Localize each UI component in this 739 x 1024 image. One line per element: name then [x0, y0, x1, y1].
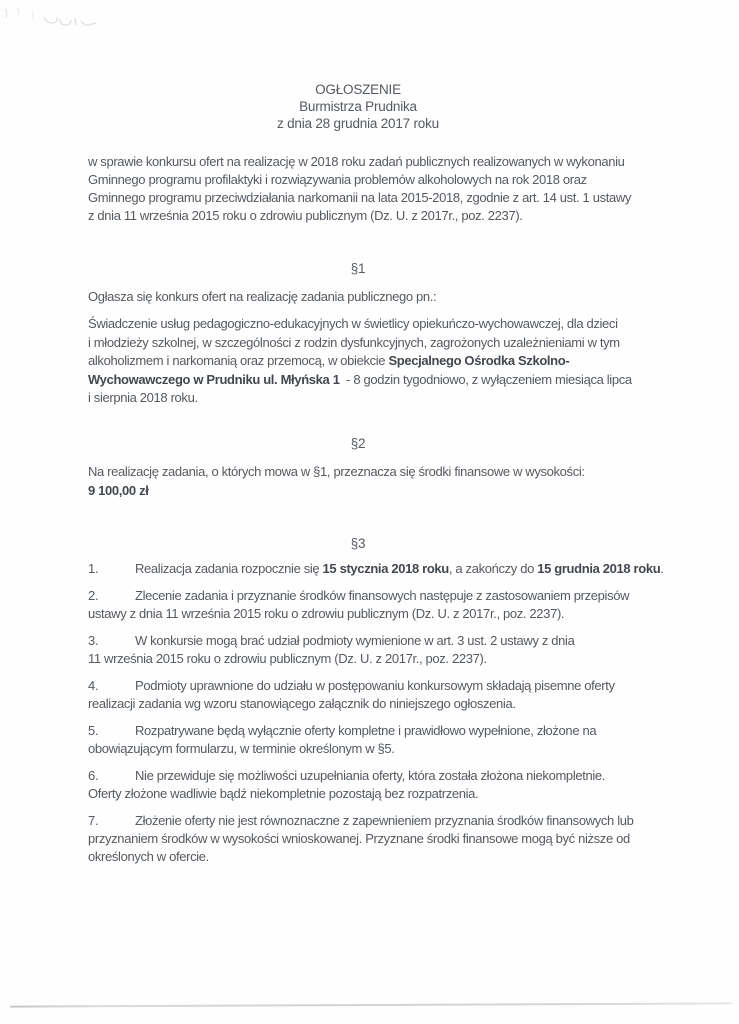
text-line: Na realizację zadania, o których mowa w §1, przeznacza się środki finansowe w wysokości:	[88, 464, 585, 479]
text-line: określonych w ofercie.	[88, 849, 209, 864]
text-line: 7. Złożenie oferty nie jest równoznaczne z zapewnieniem przyznania środków finansowych lub	[88, 813, 634, 828]
text-line: Gminnego programu przeciwdziałania narkomanii na lata 2015-2018, zgodnie z art. 14 ust. 1 ustawy	[88, 190, 632, 205]
text-line: 3. W konkursie mogą brać udział podmioty wymienione w art. 3 ust. 2 ustawy z dnia	[88, 633, 575, 648]
item-number: 1.	[88, 561, 99, 576]
text-line: 1. Realizacja zadania rozpocznie się 15 stycznia 2018 roku, a zakończy do 15 grudnia 2018 roku.	[88, 561, 664, 576]
page-bottom-scan-edge	[10, 1002, 732, 1007]
text-line: realizacji zadania wg wzoru stanowiącego załącznik do niniejszego ogłoszenia.	[88, 696, 516, 711]
text-line: 5. Rozpatrywane będą wyłącznie oferty kompletne i prawidłowo wypełnione, złożone na	[88, 723, 597, 738]
text-line: Świadczenie usług pedagogiczno-edukacyjnych w świetlicy opiekuńczo-wychowawczej, dla dzieci	[88, 316, 618, 331]
item-number: 6.	[88, 768, 99, 783]
list-item	[88, 560, 664, 578]
text-line: Ogłasza się konkurs ofert na realizację zadania publicznego pn.:	[88, 289, 437, 304]
text-line: i sierpnia 2018 roku.	[88, 390, 198, 405]
document-header	[88, 81, 628, 132]
section-2-body	[88, 463, 640, 500]
section-1-heading: §1	[350, 261, 366, 276]
text-line: Oferty złożone wadliwie bądź niekompletnie pozostają bez rozpatrzenia.	[88, 786, 479, 801]
text-line: z dnia 11 września 2015 roku o zdrowiu publicznym (Dz. U. z 2017r., poz. 2237).	[88, 208, 523, 223]
item-number: 3.	[88, 633, 99, 648]
section-2-heading: §2	[350, 436, 366, 451]
section-3-list	[88, 560, 664, 875]
text-line: 4. Podmioty uprawnione do udziału w postępowaniu konkursowym składają pisemne oferty	[88, 678, 615, 693]
section-1-task-paragraph	[88, 315, 640, 408]
text-line: obowiązującym formularzu, w terminie określonym w §5.	[88, 741, 395, 756]
text-line: alkoholizmem i narkomanią oraz przemocą, w obiekcie Specjalnego Ośrodka Szkolno-	[88, 353, 570, 368]
item-number: 5.	[88, 723, 99, 738]
list-item	[88, 632, 640, 668]
text-line: i młodzieży szkolnej, w szczególności z rodzin dysfunkcyjnych, zagrożonych uzależnieniami w tym	[88, 334, 620, 350]
text-line: Wychowawczego w Prudniku ul. Młyńska 1 - 8 godzin tygodniowo, z wyłączeniem miesiąca lipca	[88, 371, 632, 387]
text-line: 11 września 2015 roku o zdrowiu publicznym (Dz. U. z 2017r., poz. 2237).	[88, 651, 487, 666]
text-line: Gminnego programu profilaktyki i rozwiązywania problemów alkoholowych na rok 2018 oraz	[88, 172, 587, 187]
item-number: 4.	[88, 678, 99, 693]
venue-name-bold: Wychowawczego w Prudniku ul. Młyńska 1	[88, 371, 340, 387]
section-3-heading: §3	[350, 536, 366, 551]
list-item	[88, 677, 640, 713]
funding-amount: 9 100,00 zł	[88, 482, 149, 498]
text-line: w sprawie konkursu ofert na realizację w 2018 roku zadań publicznych realizowanych w wykonaniu	[88, 154, 625, 169]
document-author: Burmistrza Prudnika	[299, 99, 417, 114]
document-date: z dnia 28 grudnia 2017 roku	[277, 116, 439, 131]
start-date-bold: 15 stycznia 2018 roku	[322, 561, 449, 576]
document-title: OGŁOSZENIE	[315, 82, 401, 97]
venue-name-bold: Specjalnego Ośrodka Szkolno-	[388, 353, 570, 368]
list-item	[88, 812, 640, 866]
text-line: 2. Zlecenie zadania i przyznanie środków finansowych następuje z zastosowaniem przepisów	[88, 588, 630, 603]
text-line: ustawy z dnia 11 września 2015 roku o zdrowiu publicznym (Dz. U. z 2017r., poz. 2237).	[88, 606, 565, 621]
list-item	[88, 722, 640, 758]
item-number: 2.	[88, 588, 99, 603]
list-item	[88, 587, 640, 623]
list-item	[88, 767, 640, 803]
text-line: 6. Nie przewiduje się możliwości uzupełniania oferty, która została złożona niekompletnie.	[88, 768, 606, 783]
section-1-lead	[88, 288, 640, 306]
end-date-bold: 15 grudnia 2018 roku	[537, 561, 661, 576]
pencil-scribble-mark	[2, 4, 112, 32]
text-line: przyznaniem środków w wysokości wnioskowanej. Przyznane środki finansowe mogą być niższe od	[88, 831, 630, 846]
item-number: 7.	[88, 813, 99, 828]
intro-paragraph	[88, 153, 640, 225]
